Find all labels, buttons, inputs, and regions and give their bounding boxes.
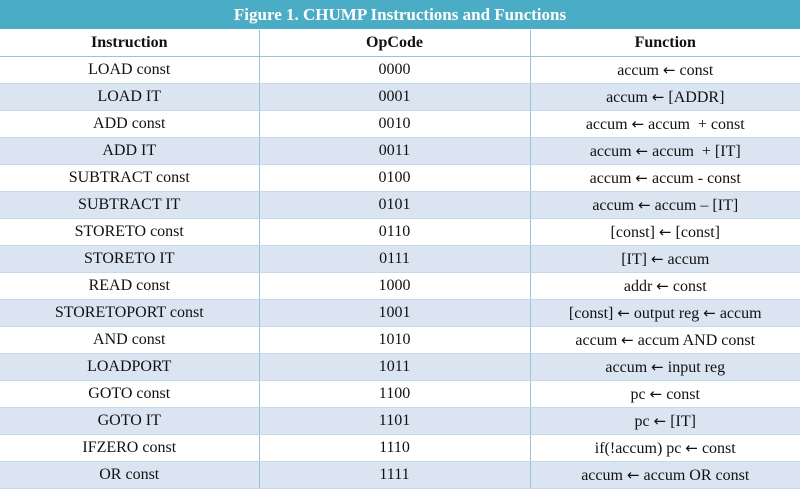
cell-opcode: 0000 (259, 57, 530, 84)
function-operand: accum OR const (643, 466, 750, 484)
cell-function (530, 462, 800, 489)
cell-instruction: STORETO IT (0, 246, 259, 273)
left-arrow-icon: ← (649, 384, 663, 403)
function-operand: accum – [IT] (654, 196, 739, 214)
table-row (0, 138, 800, 165)
cell-opcode: 1111 (259, 462, 530, 489)
function-operand: accum (589, 142, 632, 160)
function-operand: [IT] (670, 412, 696, 430)
cell-instruction: SUBTRACT IT (0, 192, 259, 219)
cell-opcode: 1000 (259, 273, 530, 300)
cell-opcode: 0010 (259, 111, 530, 138)
cell-function (530, 192, 800, 219)
cell-instruction: GOTO IT (0, 408, 259, 435)
table-row (0, 219, 800, 246)
function-operand: accum AND const (637, 331, 756, 349)
table-row (0, 327, 800, 354)
cell-opcode: 1001 (259, 300, 530, 327)
table-row (0, 57, 800, 84)
cell-opcode: 0110 (259, 219, 530, 246)
function-operand: const (701, 439, 736, 457)
function-operand: pc (630, 385, 646, 403)
cell-function (530, 138, 800, 165)
function-operand: accum (606, 88, 648, 106)
left-arrow-icon: ← (662, 60, 676, 79)
function-operand: accum (617, 61, 659, 79)
table-row (0, 354, 800, 381)
cell-opcode: 0001 (259, 84, 530, 111)
cell-instruction: OR const (0, 462, 259, 489)
left-arrow-icon: ← (635, 168, 648, 187)
instructions-table (0, 30, 800, 489)
left-arrow-icon: ← (638, 195, 651, 214)
function-operand: const (666, 385, 700, 403)
function-operand: accum (581, 466, 623, 484)
function-operand: const (672, 277, 707, 295)
cell-function (530, 57, 800, 84)
left-arrow-icon: ← (621, 330, 634, 349)
cell-instruction: SUBTRACT const (0, 165, 259, 192)
cell-instruction: STORETO const (0, 219, 259, 246)
function-operand: accum (719, 304, 762, 322)
table-row (0, 300, 800, 327)
table-row (0, 84, 800, 111)
left-arrow-icon: ← (656, 276, 669, 295)
cell-instruction: STORETOPORT const (0, 300, 259, 327)
function-operand: accum (575, 331, 618, 349)
function-operand: [ADDR] (668, 88, 725, 106)
left-arrow-icon: ← (651, 357, 664, 376)
function-operand: output reg (633, 304, 700, 322)
table-body (0, 57, 800, 489)
left-arrow-icon: ← (635, 141, 649, 160)
left-arrow-icon: ← (650, 249, 664, 268)
table-row (0, 408, 800, 435)
function-operand: const (679, 61, 714, 79)
function-operand: if(!accum) pc (594, 439, 682, 457)
figure-title: Figure 1. CHUMP Instructions and Functions (0, 0, 800, 30)
function-operand: accum - const (651, 169, 741, 187)
table-row (0, 165, 800, 192)
cell-instruction: LOAD IT (0, 84, 259, 111)
cell-instruction: ADD IT (0, 138, 259, 165)
function-operand: accum + [IT] (652, 142, 741, 160)
left-arrow-icon: ← (617, 303, 630, 322)
cell-opcode: 0011 (259, 138, 530, 165)
cell-opcode: 0111 (259, 246, 530, 273)
cell-instruction: LOAD const (0, 57, 259, 84)
cell-function (530, 84, 800, 111)
header-row (0, 30, 800, 57)
left-arrow-icon: ← (651, 87, 665, 106)
function-operand: addr (623, 277, 653, 295)
table-row (0, 246, 800, 273)
cell-opcode: 1110 (259, 435, 530, 462)
cell-instruction: LOADPORT (0, 354, 259, 381)
cell-instruction: IFZERO const (0, 435, 259, 462)
left-arrow-icon: ← (631, 114, 645, 133)
cell-opcode: 1011 (259, 354, 530, 381)
cell-function (530, 435, 800, 462)
cell-opcode: 1010 (259, 327, 530, 354)
function-operand: accum (589, 169, 632, 187)
function-operand: accum + const (648, 115, 745, 133)
cell-function (530, 219, 800, 246)
cell-function (530, 273, 800, 300)
cell-function (530, 246, 800, 273)
cell-opcode: 1100 (259, 381, 530, 408)
cell-opcode: 0100 (259, 165, 530, 192)
function-operand: accum (592, 196, 635, 214)
table-row (0, 273, 800, 300)
cell-function (530, 300, 800, 327)
cell-instruction: AND const (0, 327, 259, 354)
cell-opcode: 1101 (259, 408, 530, 435)
left-arrow-icon: ← (653, 411, 667, 430)
left-arrow-icon: ← (658, 222, 672, 241)
cell-opcode: 0101 (259, 192, 530, 219)
function-operand: accum (667, 250, 710, 268)
table-row (0, 381, 800, 408)
cell-instruction: READ const (0, 273, 259, 300)
cell-instruction: ADD const (0, 111, 259, 138)
header-opcode: OpCode (259, 30, 530, 57)
function-operand: input reg (667, 358, 726, 376)
function-operand: [IT] (621, 250, 647, 268)
function-operand: accum (605, 358, 648, 376)
header-function: Function (530, 30, 800, 57)
function-operand: pc (634, 412, 650, 430)
function-operand: accum (585, 115, 628, 133)
function-operand: [const] (610, 223, 655, 241)
table-row (0, 192, 800, 219)
cell-function (530, 111, 800, 138)
function-operand: [const] (568, 304, 614, 322)
cell-function (530, 354, 800, 381)
function-operand: [const] (675, 223, 720, 241)
header-instruction: Instruction (0, 30, 259, 57)
table-row (0, 111, 800, 138)
cell-function (530, 327, 800, 354)
left-arrow-icon: ← (703, 303, 716, 322)
cell-instruction: GOTO const (0, 381, 259, 408)
left-arrow-icon: ← (685, 438, 698, 457)
left-arrow-icon: ← (626, 465, 640, 484)
cell-function (530, 408, 800, 435)
cell-function (530, 381, 800, 408)
table-row (0, 435, 800, 462)
cell-function (530, 165, 800, 192)
table-row (0, 462, 800, 489)
